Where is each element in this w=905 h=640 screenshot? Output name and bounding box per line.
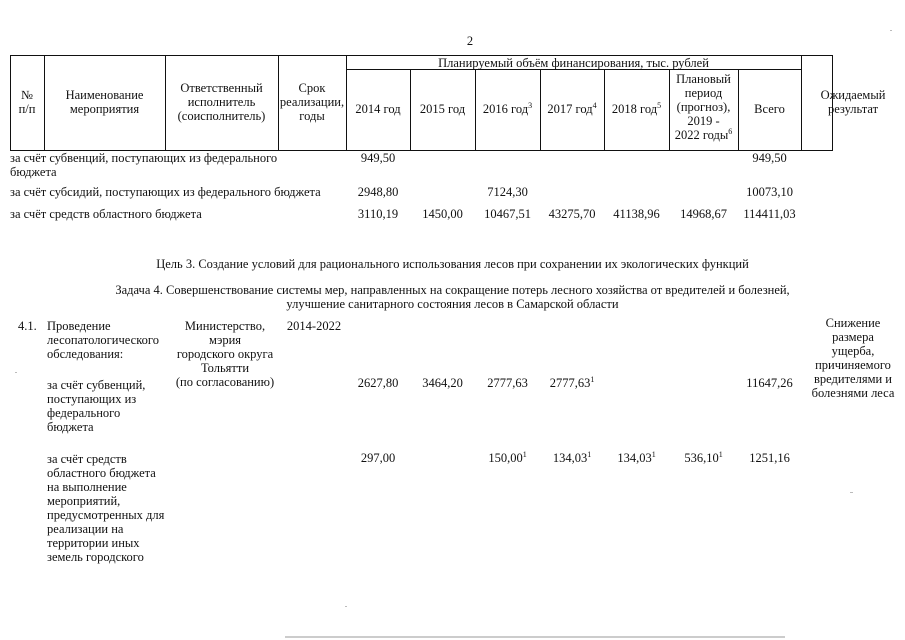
item-number: 4.1. <box>18 319 37 333</box>
funding-value: 41138,96 <box>613 207 660 221</box>
item-term: 2014-2022 <box>286 319 342 333</box>
goal-title: Цель 3. Создание условий для рационального использования лесов при сохранении их экологических функций <box>156 257 749 271</box>
header-year-2018: 2018 год$^5$ <box>611 100 662 116</box>
sub1-2014: 2627,80 <box>357 376 399 390</box>
header-total: Всего <box>754 102 785 116</box>
sub2-plan: 536,10$^1$ <box>684 449 723 465</box>
sub1-label: за счёт субвенций, поступающих из федерального бюджета <box>47 378 146 434</box>
header-year-2017: 2017 год$^4$ <box>547 100 597 116</box>
sub1-2017: 2777,63$^1$ <box>549 374 595 390</box>
page-number: 2 <box>466 34 474 48</box>
funding-value: 10467,51 <box>484 207 531 221</box>
item-responsible: Министерство, мэрия городского округа Тольятти (по согласованию) <box>175 319 275 389</box>
task-title: Задача 4. Совершенствование системы мер, направленных на сокращение потерь лесного хозяйства от вредителей и болезней, улучшение санитарного состояния лесов в Самарской области <box>115 283 790 311</box>
funding-total: 114411,03 <box>743 207 796 221</box>
header-number: № п/п <box>18 88 36 116</box>
sub1-total: 11647,26 <box>746 376 793 390</box>
header-funding-title: Планируемый объём финансирования, тыс. рублей <box>438 56 709 70</box>
item-result: Снижение размера ущерба, причиняемого вредителями и болезнями леса <box>811 316 895 400</box>
header-year-2014: 2014 год <box>355 102 401 116</box>
funding-total: 10073,10 <box>746 185 793 199</box>
header-year-2015: 2015 год <box>419 102 466 116</box>
sub2-label: за счёт средств областного бюджета на выполнение мероприятий, предусмотренных для реализации на территории иных земель городского <box>47 452 165 564</box>
funding-row-label: за счёт субсидий, поступающих из федерального бюджета <box>10 185 321 199</box>
funding-value: 3110,19 <box>357 207 399 221</box>
sub1-2016: 2777,63 <box>487 376 528 390</box>
header-term: Срок реализации, годы <box>279 81 345 123</box>
funding-value: 14968,67 <box>680 207 727 221</box>
funding-value: 2948,80 <box>357 185 399 199</box>
header-year-2016: 2016 год$^3$ <box>482 100 533 116</box>
funding-value: 43275,70 <box>548 207 596 221</box>
funding-value: 7124,30 <box>487 185 528 199</box>
item-name: Проведение лесопатологического обследования: <box>47 319 159 361</box>
header-responsible: Ответственный исполнитель (соисполнитель) <box>177 81 266 123</box>
sub2-2016: 150,00$^1$ <box>488 449 527 465</box>
funding-total: 949,50 <box>752 151 787 165</box>
header-result: Ожидаемый результат <box>820 88 886 116</box>
funding-value: 949,50 <box>360 151 396 165</box>
funding-row-label: за счёт средств областного бюджета <box>10 207 202 221</box>
sub2-2014: 297,00 <box>360 451 396 465</box>
sub1-2015: 3464,20 <box>422 376 463 390</box>
sub2-2017: 134,03$^1$ <box>552 449 592 465</box>
header-plan-period: Плановый период (прогноз), 2019 - 2022 годы$^6$ <box>674 72 733 142</box>
header-name: Наименование мероприятия <box>65 88 144 116</box>
funding-row-label: за счёт субвенций, поступающих из федерального бюджета <box>10 151 278 179</box>
funding-value: 1450,00 <box>422 207 463 221</box>
sub2-total: 1251,16 <box>749 451 790 465</box>
sub2-2018: 134,03$^1$ <box>617 449 656 465</box>
